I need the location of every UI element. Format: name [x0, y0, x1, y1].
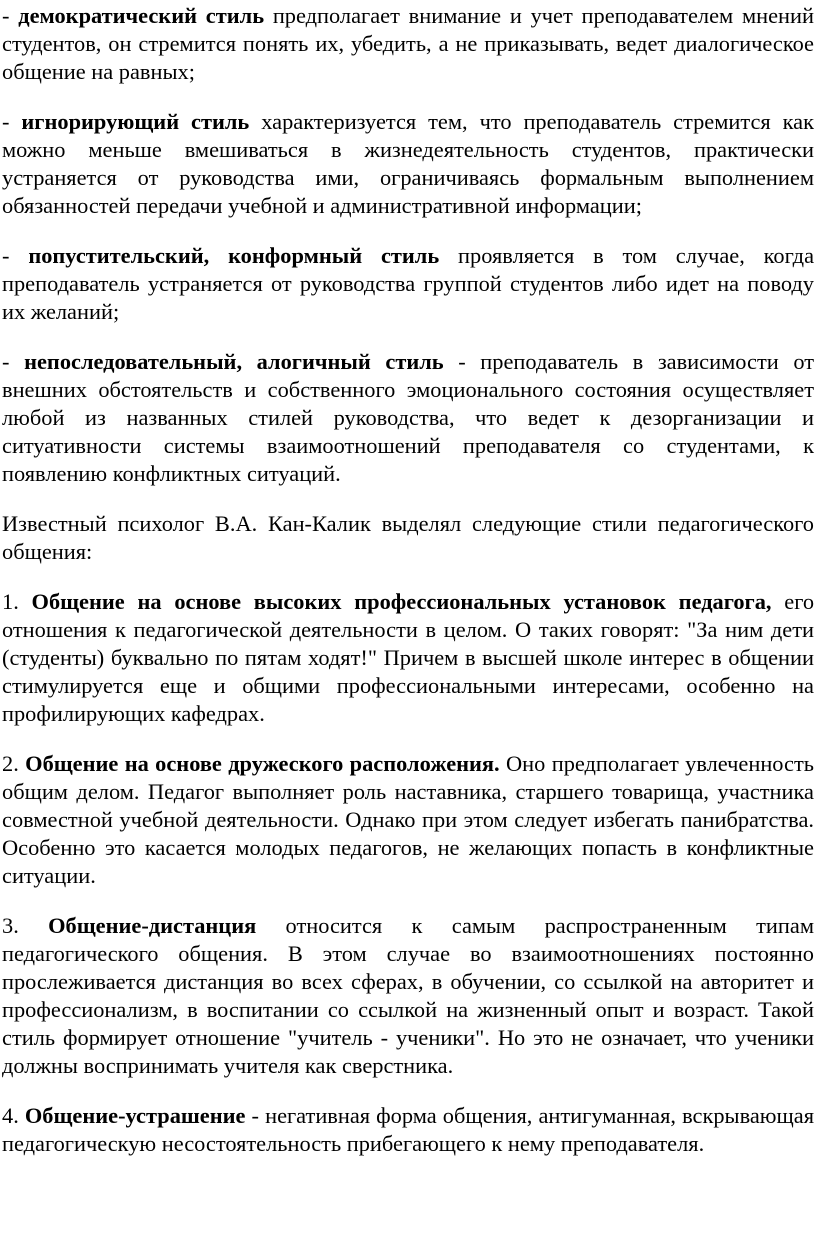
list-dash: -: [2, 109, 22, 134]
paragraph-text: Известный психолог В.А. Кан-Калик выделял следующие стили педагогического общения:: [2, 511, 814, 564]
paragraph-style-3-distance: [2, 912, 814, 1080]
paragraph-democratic-style: [2, 2, 814, 86]
term-professional-communication: Общение на основе высоких профессиональных установок педагога,: [31, 589, 772, 614]
paragraph-text: его отношения к педагогической деятельности в целом. О таких говорят: "За ним дети (студенты) буквально по пятам ходят!" Причем в высшей школе интерес в общении стимулируется еще и общими профессиональными интересами, особенно на профилирующих кафедрах.: [2, 589, 815, 726]
paragraph-inconsistent-style: [2, 348, 814, 488]
term-permissive-style: попустительский, конформный стиль: [28, 243, 440, 268]
paragraph-ignoring-style: [2, 108, 814, 220]
term-inconsistent-style: непоследовательный, алогичный стиль: [24, 349, 444, 374]
paragraph-kan-kalik-intro: [2, 510, 814, 566]
list-dash: -: [2, 3, 19, 28]
list-number: 3.: [2, 913, 49, 938]
term-distance-communication: Общение-дистанция: [48, 913, 257, 938]
paragraph-style-4-intimidation: [2, 1102, 814, 1158]
paragraph-text: Оно предполагает увлеченность общим делом. Педагог выполняет роль наставника, старшего товарища, участника совместной учебной деятельности. Однако при этом следует избегать панибратства. Особенно это касается молодых педагогов, не желающих попасть в конфликтные ситуации.: [2, 751, 814, 888]
paragraph-text: относится к самым распространенным типам педагогического общения. В этом случае во взаимоотношениях постоянно прослеживается дистанция во всех сферах, в обучении, со ссылкой на авторитет и профессионализм, в воспитании со ссылкой на жизненный опыт и возраст. Такой стиль формирует отношение "учитель - ученики". Но это не означает, что ученики должны воспринимать учителя как сверстника.: [2, 913, 815, 1078]
term-democratic-style: демократический стиль: [18, 3, 265, 28]
paragraph-text: - негативная форма общения, антигуманная, вскрывающая педагогическую несостоятельность прибегающего к нему преподавателя.: [2, 1103, 814, 1156]
term-intimidation-communication: Общение-устрашение: [24, 1103, 246, 1128]
paragraph-style-1-professional: [2, 588, 814, 728]
term-friendly-communication: Общение на основе дружеского расположения.: [25, 751, 500, 776]
list-dash: -: [2, 243, 29, 268]
list-number: 1.: [2, 589, 32, 614]
paragraph-text: проявляется в том случае, когда преподаватель устраняется от руководства группой студентов либо идет на поводу их желаний;: [2, 243, 815, 324]
paragraph-text: характеризуется тем, что преподаватель стремится как можно меньше вмешиваться в жизнедеятельность студентов, практически устраняется от руководства ими, ограничиваясь формальным выполнением обязанностей передачи учебной и административной информации;: [2, 109, 814, 218]
paragraph-text: - преподаватель в зависимости от внешних обстоятельств и собственного эмоционального состояния осуществляет любой из названных стилей руководства, что ведет к дезорганизации и ситуативности системы взаимоотношений преподавателя со студентами, к появлению конфликтных ситуаций.: [2, 349, 814, 486]
list-number: 4.: [2, 1103, 25, 1128]
paragraph-permissive-style: [2, 242, 814, 326]
paragraph-text: предполагает внимание и учет преподавателем мнений студентов, он стремится понять их, убедить, а не приказывать, ведет диалогическое общение на равных;: [2, 3, 814, 84]
list-dash: -: [2, 349, 25, 374]
list-number: 2.: [2, 751, 26, 776]
paragraph-style-2-friendly: [2, 750, 814, 890]
term-ignoring-style: игнорирующий стиль: [21, 109, 250, 134]
